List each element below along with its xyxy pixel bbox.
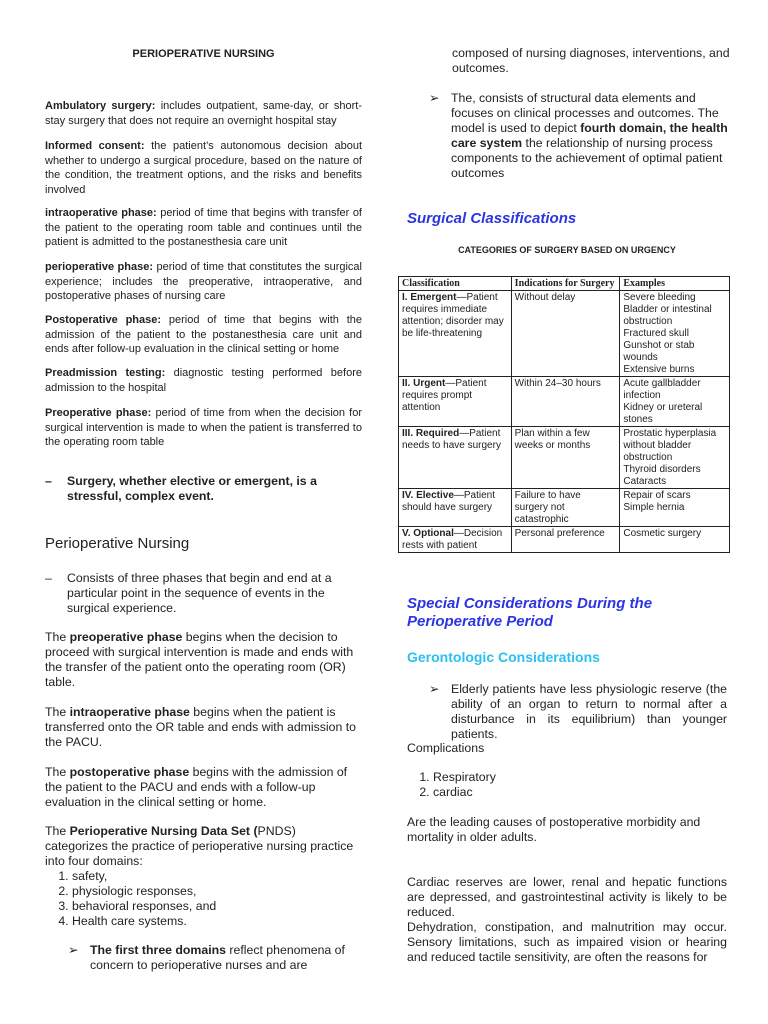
cardiac-paragraph: Cardiac reserves are lower, renal and hepatic functions are depressed, and gastrointestinal activity is likely to be reduced. <box>407 875 727 919</box>
list-item: 4. Health care systems. <box>72 914 389 929</box>
list-item: 1. Respiratory <box>433 770 753 785</box>
preoperative-paragraph: The preoperative phase begins when the decision to proceed with surgical intervention is made and ends with the transfer of the patient onto the operating room (OR) table. <box>45 630 354 689</box>
urgency-table <box>398 276 730 553</box>
term: Postoperative phase: <box>45 314 162 326</box>
special-considerations-heading: Special Considerations During the Perioperative Period <box>407 595 653 630</box>
indication-cell: Plan within a few weeks or months <box>511 427 620 489</box>
surgical-classifications-heading: Surgical Classifications <box>407 210 577 227</box>
indication-cell: Within 24–30 hours <box>511 377 620 427</box>
list-item: 3. behavioral responses, and <box>72 899 389 914</box>
indication-cell: Personal preference <box>511 527 620 553</box>
table-row <box>399 489 730 527</box>
classification-cell: III. Required—Patient needs to have surgery <box>399 427 512 489</box>
document-title: PERIOPERATIVE NURSING <box>132 48 275 60</box>
column-header: Classification <box>399 277 512 291</box>
table-header-row <box>399 277 730 291</box>
definition-informed-consent <box>45 139 362 197</box>
bullet-text: Surgery, whether elective or emergent, is a stressful, complex event. <box>67 474 317 503</box>
classification-cell: IV. Elective—Patient should have surgery <box>399 489 512 527</box>
arrow-bullet-icon: ➢ <box>429 91 440 105</box>
complications-label: Complications <box>407 741 485 755</box>
bullet-text: Elderly patients have less physiologic reserve (the ability of an organ to return to normal after a disturbance in its equilibrium) than younger patients. <box>451 682 727 741</box>
definition-text: period of time from when the decision for surgical intervention is made to when the patient is transferred to the operating room table <box>45 407 363 448</box>
definition-intraoperative <box>45 206 362 250</box>
definition-perioperative <box>45 260 362 304</box>
gerontologic-heading: Gerontologic Considerations <box>407 649 600 665</box>
bullet-text: Consists of three phases that begin and end at a particular point in the sequence of events in the surgical experience. <box>67 571 332 615</box>
examples-cell: Repair of scars Simple hernia <box>620 489 730 527</box>
dehydration-paragraph: Dehydration, constipation, and malnutrition may occur. Sensory limitations, such as impaired vision or hearing and reduced tactile sensitivity, are often the reasons for <box>407 920 727 964</box>
pnds-paragraph: The Perioperative Nursing Data Set (PNDS) categorizes the practice of perioperative nursing practice into four domains: <box>45 824 354 868</box>
examples-cell: Acute gallbladder infection Kidney or ureteral stones <box>620 377 730 427</box>
table-row <box>399 377 730 427</box>
table-row <box>399 527 730 553</box>
term: intraoperative phase: <box>45 207 157 219</box>
domains-list <box>50 869 389 929</box>
first-three-continuation: composed of nursing diagnoses, interventions, and outcomes. <box>452 46 730 75</box>
leading-causes-paragraph: Are the leading causes of postoperative morbidity and mortality in older adults. <box>407 815 701 844</box>
definition-ambulatory <box>45 99 362 128</box>
term: perioperative phase: <box>45 261 154 273</box>
classification-cell: II. Urgent—Patient requires prompt attention <box>399 377 512 427</box>
definition-preoperative <box>45 406 362 450</box>
postoperative-paragraph: The postoperative phase begins with the admission of the patient to the PACU and ends with a follow-up evaluation in the clinical setting or home. <box>45 765 348 809</box>
classification-cell: I. Emergent—Patient requires immediate attention; disorder may be life-threatening <box>399 291 512 377</box>
definition-text: period of time that begins with the admission of the patient to the postanesthesia care unit and ends after follow-up evaluation in the clinical setting or home <box>45 314 362 355</box>
definition-text: diagnostic testing performed before admission to the hospital <box>45 367 362 394</box>
arrow-bullet-icon: ➢ <box>429 682 440 696</box>
definition-text: includes outpatient, same-day, or short-stay surgery that does not require an overnight hospital stay <box>45 100 362 127</box>
column-header: Examples <box>620 277 730 291</box>
column-header: Indications for Surgery <box>511 277 620 291</box>
phases-bullet <box>45 571 362 616</box>
examples-cell: Severe bleeding Bladder or intestinal obstruction Fractured skull Gunshot or stab wounds Extensive burns <box>620 291 730 377</box>
bullet-text: The, consists of structural data elements and focuses on clinical processes and outcomes. The model is used to depict fourth domain, the health care system the relationship of nursing process components to the achievement of optimal patient outcomes <box>451 91 728 180</box>
examples-cell: Cosmetic surgery <box>620 527 730 553</box>
table-row <box>399 427 730 489</box>
first-three-bullet <box>68 943 362 973</box>
examples-cell: Prostatic hyperplasia without bladder obstruction Thyroid disorders Cataracts <box>620 427 730 489</box>
perioperative-nursing-heading: Perioperative Nursing <box>45 535 190 552</box>
definition-text: period of time that begins with transfer of the patient to the operating room table and continues until the patient is admitted to the postanesthesia care unit <box>45 207 362 248</box>
table-row <box>399 291 730 377</box>
list-item: 2. cardiac <box>433 785 753 800</box>
bullet-text: The first three domains reflect phenomena of concern to perioperative nurses and are <box>90 943 345 972</box>
arrow-bullet-icon: ➢ <box>68 943 79 957</box>
term: Informed consent: <box>45 140 145 152</box>
definition-postoperative <box>45 313 362 357</box>
complications-list <box>411 770 753 800</box>
definition-text: period of time that constitutes the surgical experience; includes the preoperative, intraoperative, and postoperative phases of nursing care <box>45 261 362 302</box>
list-item: 2. physiologic responses, <box>72 884 389 899</box>
indication-cell: Failure to have surgery not catastrophic <box>511 489 620 527</box>
classification-cell: V. Optional—Decision rests with patient <box>399 527 512 553</box>
dash-marker: – <box>45 571 52 585</box>
list-item: 1. safety, <box>72 869 389 884</box>
term: Preadmission testing: <box>45 367 166 379</box>
indication-cell: Without delay <box>511 291 620 377</box>
term: Ambulatory surgery: <box>45 100 156 112</box>
definition-preadmission <box>45 366 362 395</box>
stress-bullet <box>45 474 362 504</box>
elderly-bullet <box>429 682 727 742</box>
term: Preoperative phase: <box>45 407 152 419</box>
intraoperative-paragraph: The intraoperative phase begins when the patient is transferred onto the OR table and ends with admission to the PACU. <box>45 705 357 749</box>
definition-text: the patient’s autonomous decision about whether to undergo a surgical procedure, based on the nature of the condition, the treatment options, and the risks and benefits involved <box>45 140 362 196</box>
table-title: CATEGORIES OF SURGERY BASED ON URGENCY <box>458 245 676 255</box>
dash-marker: – <box>45 474 52 488</box>
fourth-domain-bullet <box>429 91 729 181</box>
